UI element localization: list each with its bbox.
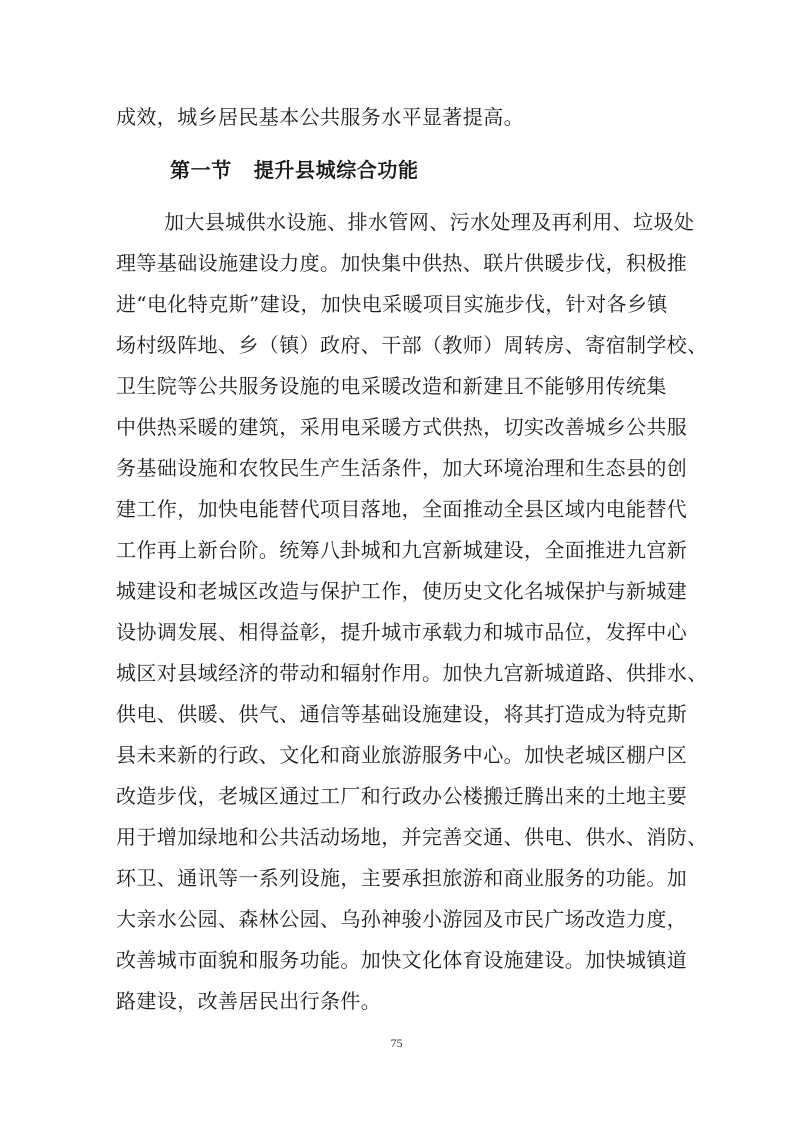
paragraph-line: 改造步伐，老城区通过工厂和行政办公楼搬迁腾出来的土地主要 xyxy=(116,784,688,808)
paragraph-line: 卫生院等公共服务设施的电采暖改造和新建且不能够用传统集 xyxy=(116,374,667,398)
section-heading xyxy=(170,156,419,184)
paragraph-line: 城建设和老城区改造与保护工作，使历史文化名城保护与新城建 xyxy=(116,579,688,603)
section-title: 提升县城综合功能 xyxy=(253,158,419,182)
paragraph-line: 加大县城供水设施、排水管网、污水处理及再利用、垃圾处 xyxy=(164,210,695,234)
paragraph-line: 中供热采暖的建筑，采用电采暖方式供热，切实改善城乡公共服 xyxy=(116,415,688,439)
paragraph-line: 环卫、通讯等一系列设施，主要承担旅游和商业服务的功能。加 xyxy=(116,866,688,890)
paragraph-line: 用于增加绿地和公共活动场地，并完善交通、供电、供水、消防、 xyxy=(116,825,708,849)
paragraph-line: 县未来新的行政、文化和商业旅游服务中心。加快老城区棚户区 xyxy=(116,743,688,767)
section-number: 第一节 xyxy=(170,158,232,182)
paragraph-line: 成效，城乡居民基本公共服务水平显著提高。 xyxy=(116,105,524,129)
paragraph-line: 建工作，加快电能替代项目落地，全面推动全县区域内电能替代 xyxy=(116,497,688,521)
paragraph-line: 供电、供暖、供气、通信等基础设施建设，将其打造成为特克斯 xyxy=(116,702,688,726)
paragraph-line: 大亲水公园、森林公园、乌孙神骏小游园及市民广场改造力度， xyxy=(116,907,688,931)
paragraph-line: 进“电化特克斯”建设，加快电采暖项目实施步伐，针对各乡镇 xyxy=(116,292,668,316)
paragraph-line: 城区对县域经济的带动和辐射作用。加快九宫新城道路、供排水、 xyxy=(116,661,708,685)
paragraph-line: 理等基础设施建设力度。加快集中供热、联片供暖步伐，积极推 xyxy=(116,251,688,275)
paragraph-line: 场村级阵地、乡（镇）政府、干部（教师）周转房、寄宿制学校、 xyxy=(116,333,708,357)
paragraph-line: 务基础设施和农牧民生产生活条件，加大环境治理和生态县的创 xyxy=(116,456,688,480)
paragraph-line: 改善城市面貌和服务功能。加快文化体育设施建设。加快城镇道 xyxy=(116,948,688,972)
paragraph-line: 工作再上新台阶。统筹八卦城和九宫新城建设，全面推进九宫新 xyxy=(116,538,688,562)
paragraph-line: 路建设，改善居民出行条件。 xyxy=(116,989,382,1013)
page-number: 75 xyxy=(390,1036,403,1050)
paragraph-line: 设协调发展、相得益彰，提升城市承载力和城市品位，发挥中心 xyxy=(116,620,688,644)
